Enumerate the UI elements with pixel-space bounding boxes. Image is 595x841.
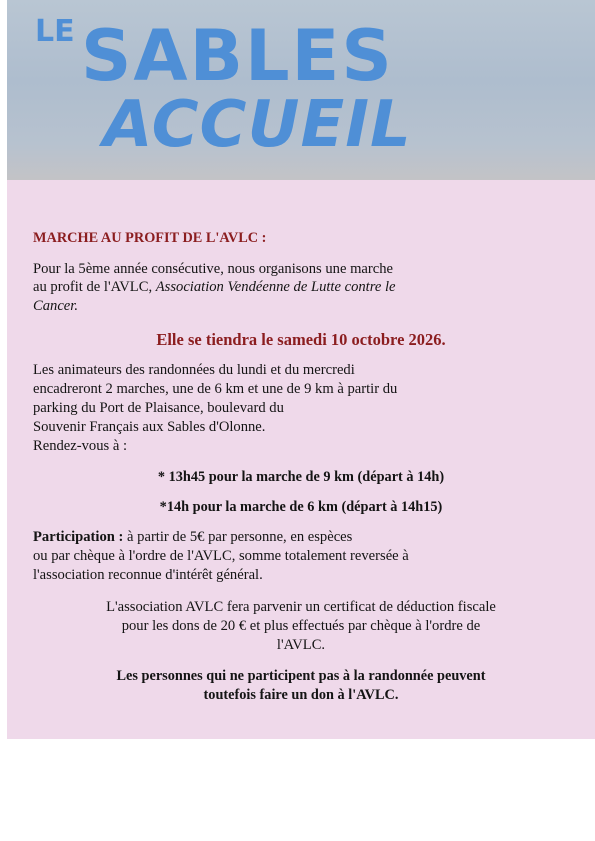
body-line-4: Souvenir Français aux Sables d'Olonne.: [33, 419, 266, 435]
schedule-line-2: *14h pour la marche de 6 km (départ à 14h15): [159, 499, 443, 515]
fiscal-line-3: l'AVLC.: [276, 637, 326, 653]
logo-prefix: LE: [35, 14, 75, 49]
body-line-2: encadreront 2 marches, une de 6 km et une de 9 km à partir du: [33, 381, 398, 397]
content-panel: [7, 180, 595, 739]
fiscal-line-2: pour les dons de 20 € et plus effectués par chèque à l'ordre de: [121, 618, 481, 634]
participation-line-3: l'association reconnue d'intérêt général.: [33, 567, 263, 583]
intro-line-2-b: Association Vendéenne de Lutte contre le: [155, 279, 396, 295]
participation-label: Participation :: [33, 529, 124, 545]
date-announcement: Elle se tiendra le samedi 10 octobre 2026.: [156, 330, 446, 349]
intro-line-2-a: au profit de l'AVLC,: [33, 279, 156, 295]
body-line-3: parking du Port de Plaisance, boulevard du: [33, 400, 284, 416]
body-line-5: Rendez-vous à :: [33, 438, 128, 454]
schedule-line-1: * 13h45 pour la marche de 9 km (départ à 14h): [157, 469, 445, 485]
logo-line2: ACCUEIL: [103, 88, 412, 162]
closing-line-2: toutefois faire un don à l'AVLC.: [203, 687, 399, 703]
participation-line-1: [33, 528, 352, 547]
fiscal-line-1: L'association AVLC fera parvenir un certificat de déduction fiscale: [106, 599, 496, 615]
intro-line-1: Pour la 5ème année consécutive, nous organisons une marche: [33, 261, 394, 277]
intro-line-3: [33, 297, 78, 316]
sables-accueil-logo: [7, 0, 595, 180]
intro-line-3-text: Cancer.: [33, 298, 78, 314]
closing-line-1: Les personnes qui ne participent pas à la randonnée peuvent: [116, 668, 486, 684]
participation-line-2: ou par chèque à l'ordre de l'AVLC, somme totalement reversée à: [33, 548, 409, 564]
logo-line1: SABLES: [81, 15, 394, 97]
body-line-1: Les animateurs des randonnées du lundi et du mercredi: [33, 362, 355, 378]
intro-line-2: [33, 278, 396, 297]
page-title: MARCHE AU PROFIT DE L'AVLC :: [33, 230, 267, 246]
header-banner: [7, 0, 595, 180]
participation-text-1: à partir de 5€ par personne, en espèces: [123, 529, 353, 545]
